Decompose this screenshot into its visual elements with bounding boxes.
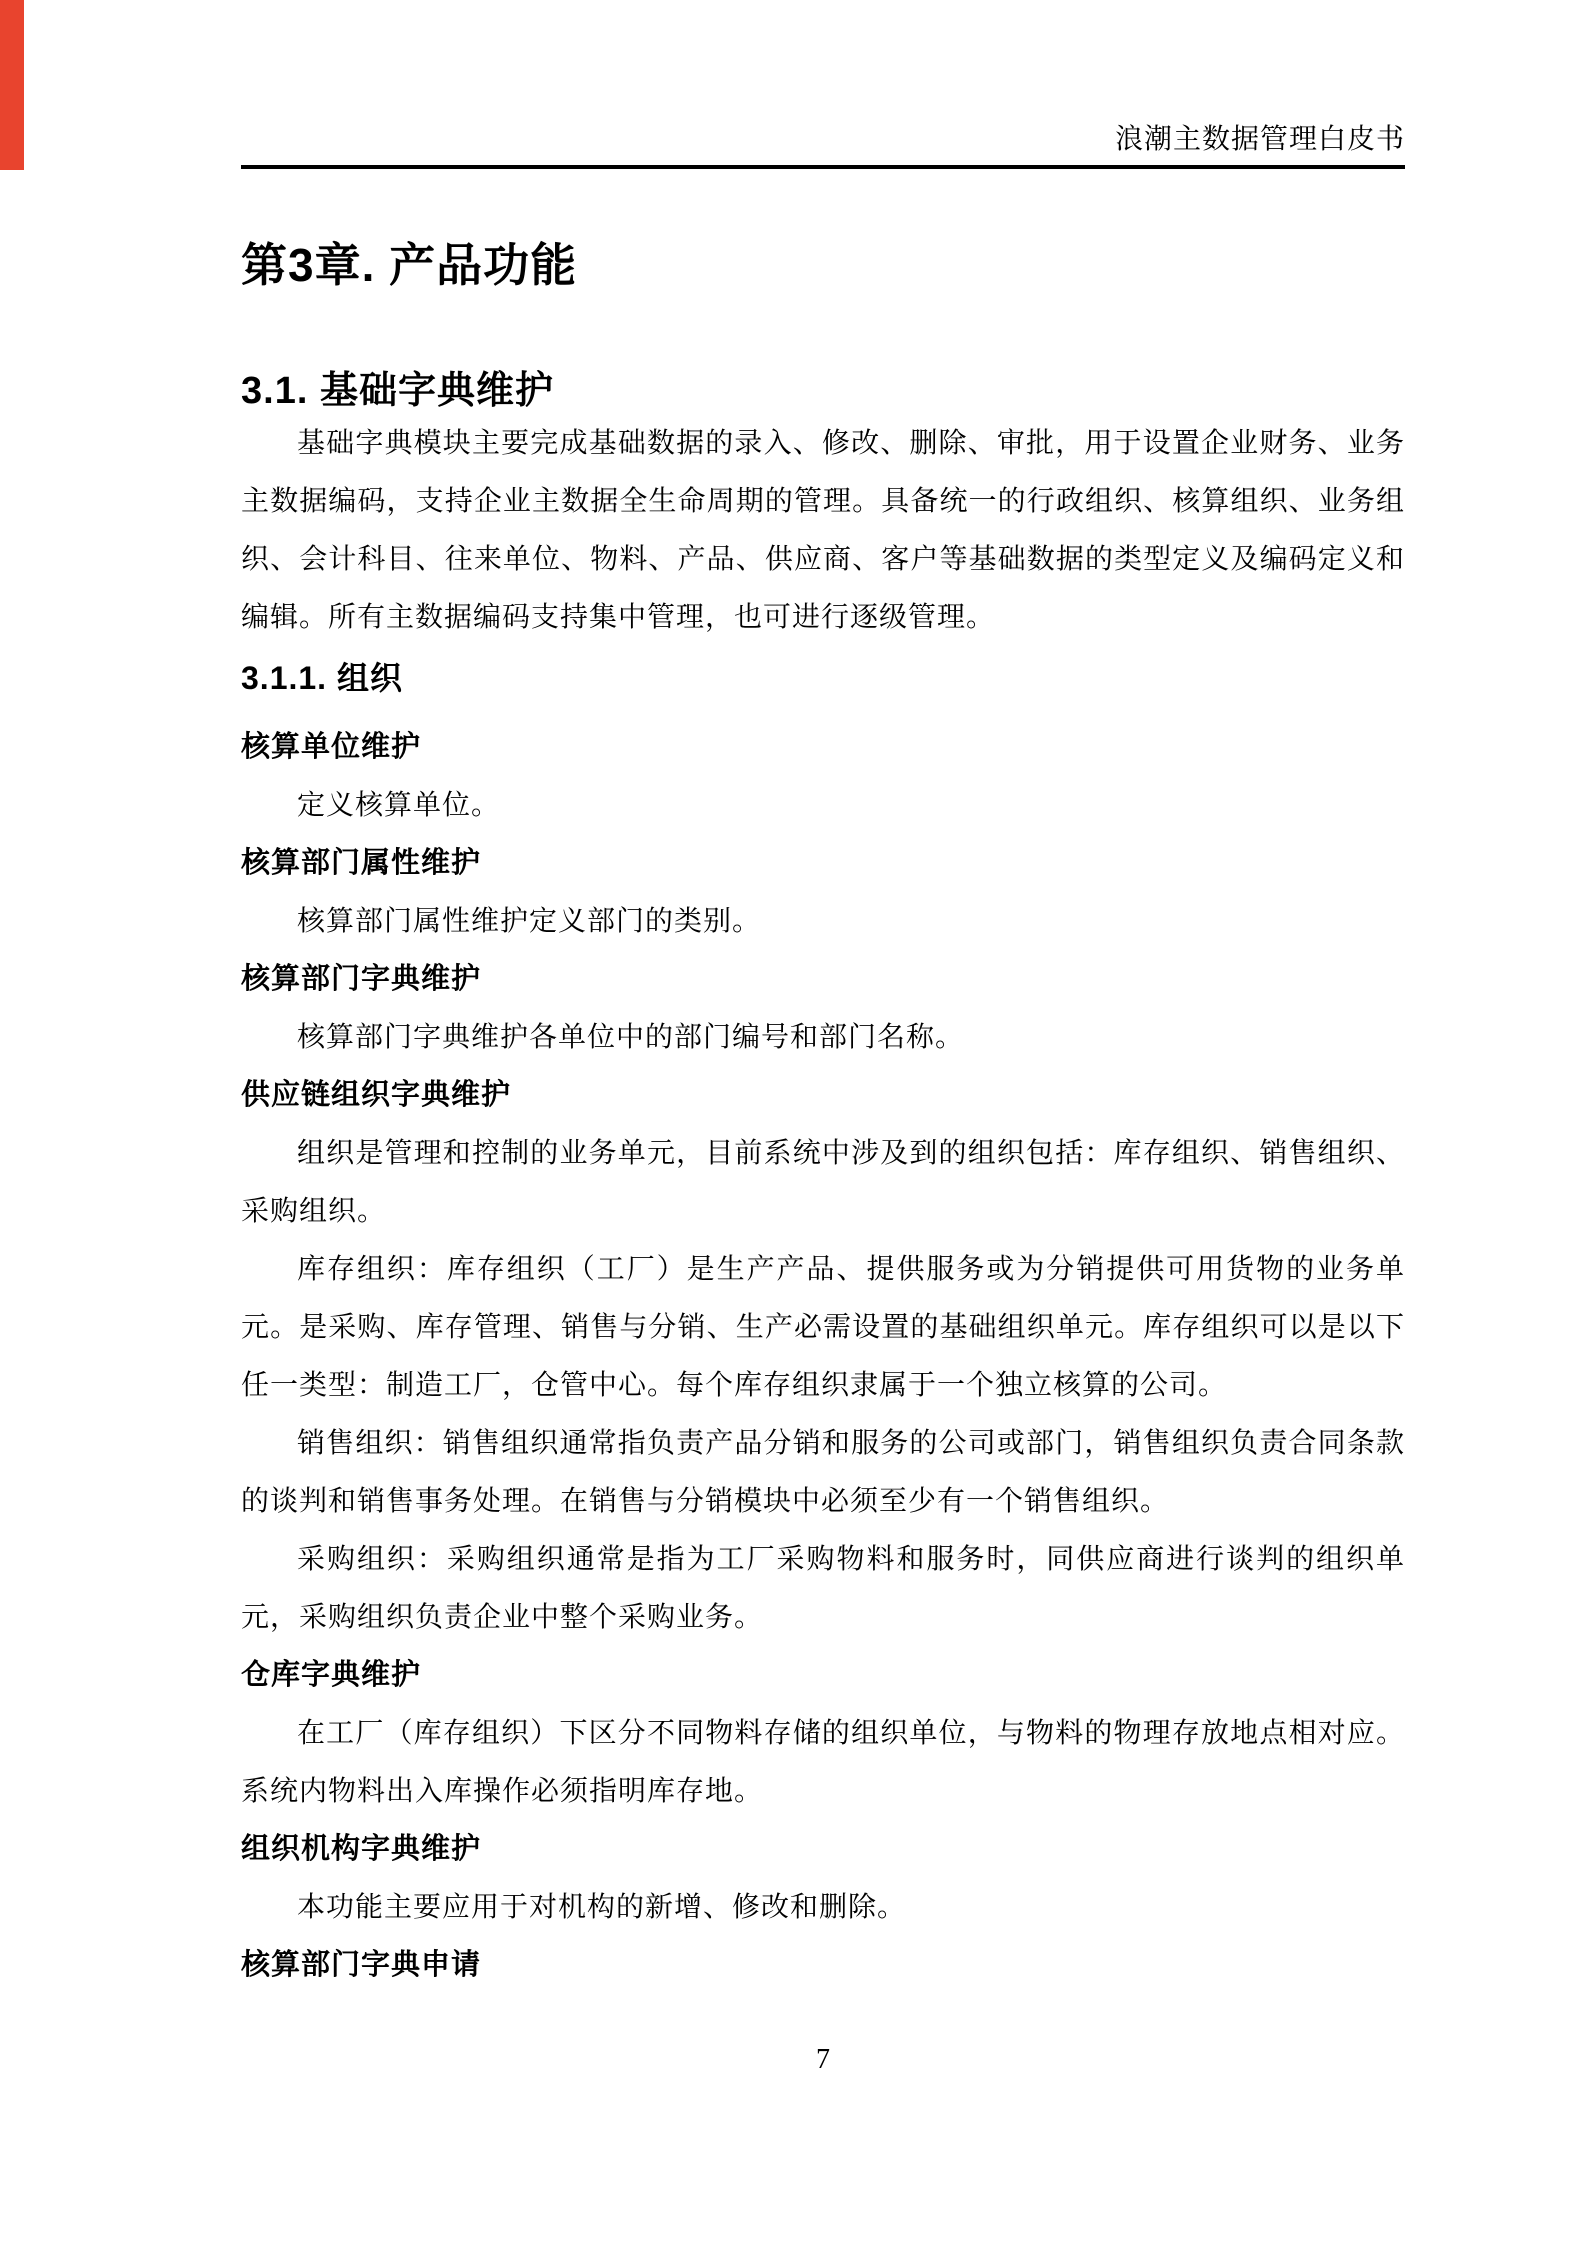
run-in-heading: 仓库字典维护 [241,1659,422,1691]
page-footer [241,2042,1405,2078]
body-paragraph: 定义核算单位。 [297,789,501,820]
run-in-heading: 核算单位维护 [241,731,422,763]
body-paragraph: 组织是管理和控制的业务单元，目前系统中涉及到的组织包括：库存组织、销售组织、采购组织。 [241,1137,1405,1226]
page-corner-red-mark [0,0,24,170]
page-number: 7 [816,2044,830,2075]
body-paragraph: 核算部门字典维护各单位中的部门编号和部门名称。 [297,1021,965,1052]
run-in-heading: 供应链组织字典维护 [241,1079,512,1111]
page-content-area [241,0,1405,1994]
intro-paragraph: 基础字典模块主要完成基础数据的录入、修改、删除、审批，用于设置企业财务、业务主数据编码，支持企业主数据全生命周期的管理。具备统一的行政组织、核算组织、业务组织、会计科目、往来单位、物料、产品、供应商、客户等基础数据的类型定义及编码定义和编辑。所有主数据编码支持集中管理，也可进行逐级管理。 [241,427,1405,632]
content-blocks [241,718,1405,1994]
body-paragraph: 库存组织：库存组织（工厂）是生产产品、提供服务或为分销提供可用货物的业务单元。是采购、库存管理、销售与分销、生产必需设置的基础组织单元。库存组织可以是以下任一类型：制造工厂，仓管中心。每个库存组织隶属于一个独立核算的公司。 [241,1253,1405,1400]
body-paragraph: 本功能主要应用于对机构的新增、修改和删除。 [297,1891,907,1922]
subsection-heading: 3.1.1. 组织 [241,660,403,696]
run-in-heading: 核算部门属性维护 [241,847,482,879]
body-paragraph: 销售组织：销售组织通常指负责产品分销和服务的公司或部门，销售组织负责合同条款的谈判和销售事务处理。在销售与分销模块中必须至少有一个销售组织。 [241,1427,1405,1516]
body-paragraph: 采购组织：采购组织通常是指为工厂采购物料和服务时，同供应商进行谈判的组织单元，采购组织负责企业中整个采购业务。 [241,1543,1405,1632]
run-in-heading: 核算部门字典申请 [241,1949,482,1981]
section-heading: 3.1. 基础字典维护 [241,370,554,412]
document-header [241,0,1405,156]
chapter-heading: 第3章. 产品功能 [241,239,578,291]
run-in-heading: 核算部门字典维护 [241,963,482,995]
run-in-heading: 组织机构字典维护 [241,1833,482,1865]
body-paragraph: 核算部门属性维护定义部门的类别。 [297,905,762,936]
body-paragraph: 在工厂（库存组织）下区分不同物料存储的组织单位，与物料的物理存放地点相对应。系统内物料出入库操作必须指明库存地。 [241,1717,1405,1806]
header-rule [241,165,1405,169]
header-title: 浪潮主数据管理白皮书 [1114,123,1405,154]
